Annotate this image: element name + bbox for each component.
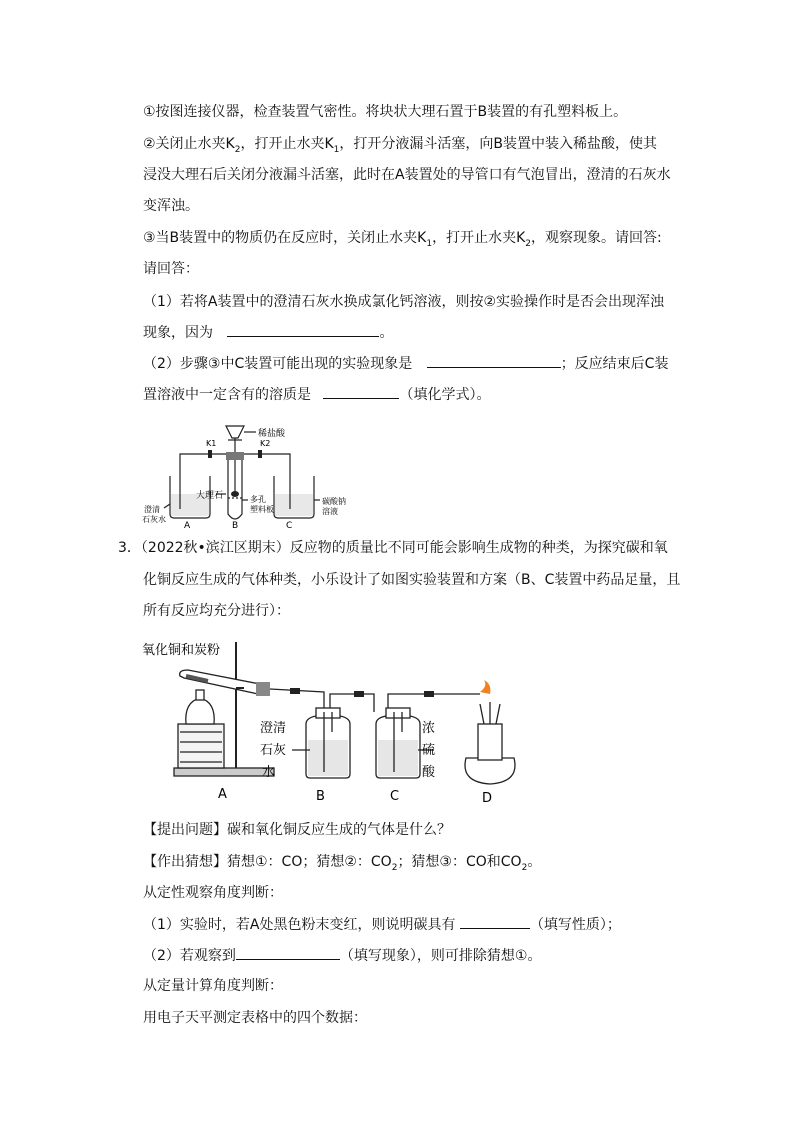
label-b: B: [232, 521, 239, 530]
label-a: A: [218, 787, 227, 802]
q2-line1: （2）步骤③中C装置可能出现的实验现象是 ；反应结束后C装: [143, 353, 668, 374]
q3-head-2: 化铜反应生成的气体种类，小乐设计了如图实验装置和方案（B、C装置中药品足量，且: [143, 572, 681, 588]
answer-blank-q2b[interactable]: [323, 384, 399, 399]
label-conc-acid-1: 浓: [422, 721, 436, 736]
q1-line1: （1）若将A装置中的澄清石灰水换成氯化钙溶液，则按②实验操作时是否会出现浑浊: [143, 294, 665, 310]
separatory-funnel: [226, 426, 244, 438]
step1-text: ①按图连接仪器，检查装置气密性。将块状大理石置于B装置的有孔塑料板上。: [143, 104, 628, 120]
step3-line1: ③当B装置中的物质仍在反应时，关闭止水夹$K_1$，打开止水夹$K_2$，观察现象。请回答:: [143, 230, 662, 249]
ask-line: 请回答：: [143, 261, 199, 277]
label-cuo-carbon: 氧化铜和炭粉: [142, 643, 221, 658]
flame-icon: [480, 680, 490, 694]
guess-line: 【作出猜想】猜想①：CO；猜想②：$CO_2$；猜想③：CO和$CO_2$。: [143, 854, 542, 873]
label-k1: K1: [206, 439, 217, 448]
label-b: B: [316, 789, 325, 804]
sub2-line: （2）若观察到 （填写现象），则可排除猜想①。: [143, 945, 541, 966]
step2-line3: 变浑浊。: [143, 198, 199, 214]
label-limewater-1: 澄清: [144, 505, 160, 514]
alcohol-lamp-a: [186, 698, 214, 724]
label-d: D: [482, 791, 493, 806]
label-c: C: [286, 521, 293, 530]
apparatus-figure-1: [140, 414, 360, 530]
label-porous-board-2: 塑料板: [250, 505, 274, 514]
problem-line: 【提出问题】碳和氧化铜反应生成的气体是什么？: [143, 822, 451, 838]
label-limewater-2: 石灰: [260, 743, 287, 758]
label-c: C: [390, 789, 400, 804]
label-k2: K2: [260, 439, 271, 448]
apparatus-figure-2: [140, 632, 520, 807]
label-porous-board-1: 多孔: [250, 495, 266, 504]
label-limewater-1: 澄清: [260, 721, 287, 736]
answer-blank-q1[interactable]: [227, 322, 379, 337]
answer-blank-s1[interactable]: [460, 914, 530, 929]
measure-line: 用电子天平测定表格中的四个数据：: [143, 1010, 367, 1026]
sub1-line: （1）实验时，若A处黑色粉末变红，则说明碳具有 （填写性质）；: [143, 914, 621, 935]
q1-line2: 现象，因为 。: [143, 322, 393, 343]
label-sodium-carbonate-1: 碳酸钠: [322, 497, 346, 506]
label-limewater-3: 水: [262, 765, 276, 780]
step2-line2: 浸没大理石后关闭分液漏斗活塞，此时在A装置处的导管口有气泡冒出，澄清的石灰水: [143, 167, 671, 183]
quantitative-line: 从定量计算角度判断：: [143, 978, 283, 994]
alcohol-lamp-d: [465, 758, 515, 784]
q2-line2: 置溶液中一定含有的溶质是 （填化学式）。: [143, 384, 490, 405]
label-conc-acid-3: 酸: [422, 765, 436, 780]
label-limewater-2: 石灰水: [142, 515, 166, 524]
label-conc-acid-2: 硫: [422, 743, 436, 758]
test-tube-a: [180, 670, 260, 694]
answer-blank-s2[interactable]: [236, 945, 340, 960]
answer-blank-q2a[interactable]: [427, 353, 561, 368]
step2-line1: ②关闭止水夹$K_2$，打开止水夹$K_1$，打开分液漏斗活塞，向B装置中装入稀盐酸，使其: [143, 136, 657, 155]
q3-head-3: 所有反应均充分进行）：: [143, 603, 290, 619]
qualitative-line: 从定性观察角度判断：: [143, 885, 283, 901]
label-a: A: [184, 521, 191, 530]
label-dilute-hcl: 稀盐酸: [258, 429, 286, 439]
label-marble: 大理石: [196, 491, 224, 501]
label-sodium-carbonate-2: 溶液: [322, 507, 338, 516]
q3-head-1: 3．（2022秋•滨江区期末）反应物的质量比不同可能会影响生成物的种类，为探究碳和氧: [118, 540, 668, 556]
iron-stand-base: [174, 768, 274, 776]
